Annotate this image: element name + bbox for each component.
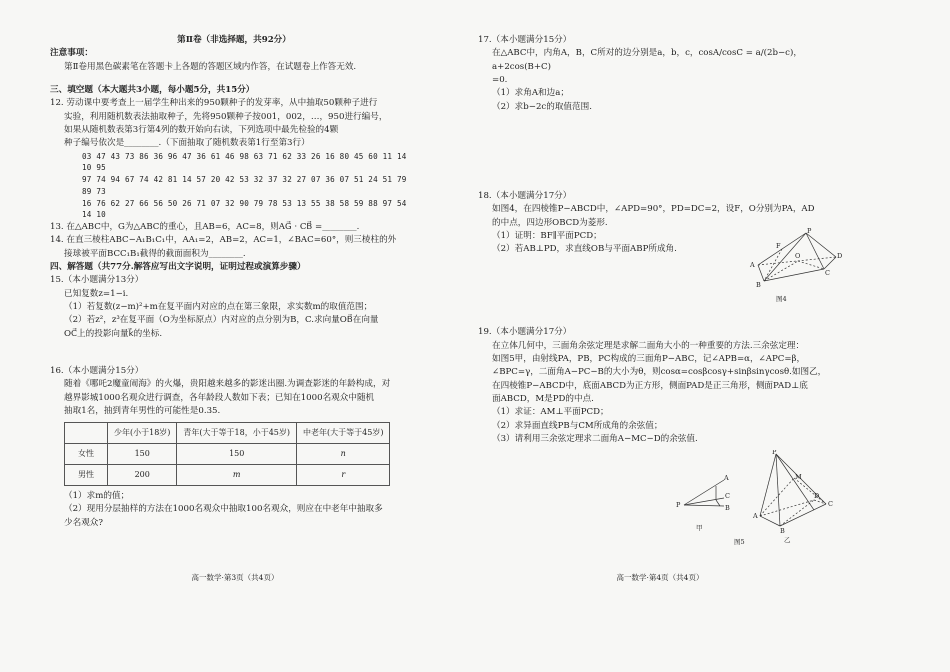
q19-line: （3）请利用三余弦定理求二面角A−MC−D的余弦值.	[492, 433, 698, 444]
yi-label-c: C	[828, 500, 833, 508]
label-c: C	[825, 269, 830, 277]
table-cell: m	[177, 465, 297, 486]
q19-line: 如图5甲，由射线PA，PB，PC构成的三面角P−ABC，记∠APB=α，∠APC=β，	[492, 354, 806, 365]
jia-label-a: A	[724, 474, 729, 482]
label-f: F	[776, 242, 781, 250]
question-12	[50, 97, 418, 221]
random-number-row: 97 74 94 67 74 42 81 14 57 20 42 53 32 37 32 27 07 36 07 51 24 51 79 89 73	[82, 175, 407, 196]
table-cell: r	[297, 465, 390, 486]
q19-line: 在四棱锥P−ABCD中，底面ABCD为正方形，侧面PAD是正三角形，侧面PAD⊥底	[492, 380, 808, 391]
figure-5	[676, 450, 846, 546]
pyramid-diagram	[748, 227, 844, 307]
q17-line: 17.（本小题满分15分）	[478, 35, 572, 45]
volume-title: 第Ⅱ卷（非选择题，共92分）	[177, 35, 291, 45]
q16-line: 抽取1名，抽到青年男性的可能性是0.35.	[64, 405, 221, 416]
table-row	[65, 444, 390, 465]
table-header: 青年(大于等于18，小于45岁)	[177, 423, 297, 444]
q12-line: 实验，利用随机数表法抽取种子，先将950颗种子按001，002，…，950进行编号，	[64, 111, 388, 122]
figure-5-jia: 甲	[696, 524, 703, 532]
audience-table	[64, 422, 390, 486]
q17-line: 在△ABC中，内角A，B，C所对的边分别是a，b，c，cosA/cosC = a/(2b−c)，a+2cos(B+C)	[492, 48, 802, 72]
question-16	[50, 365, 418, 530]
q19-line: 在立体几何中，三面角余弦定理是求解二面角大小的一种重要的方法.三余弦定理：	[492, 340, 805, 351]
table-header: 少年(小于18岁)	[108, 423, 177, 444]
q19-line: （1）求证：AM⊥平面PCD；	[492, 407, 609, 418]
table-cell: 女性	[65, 444, 108, 465]
random-number-row: 03 47 43 73 86 36 96 47 36 61 46 98 63 71 62 33 26 16 80 45 60 11 14 10 95	[82, 151, 407, 173]
question-14	[50, 234, 418, 261]
question-13: 13. 在△ABC中，G为△ABC的重心，且AB=6，AC=8，则AG⃗ · CB⃗ =________.	[50, 222, 360, 233]
label-b: B	[756, 281, 761, 289]
q19-line: 面ABCD，M是PD的中点.	[492, 394, 594, 404]
label-p: P	[807, 227, 812, 235]
yi-label-a: A	[753, 512, 758, 520]
figure-4	[748, 227, 844, 307]
question-15	[50, 274, 418, 341]
q17-line: =0.	[492, 74, 508, 85]
q12-line: 如果从随机数表第3行第4列的数开始向右读，下列选项中最先检验的4颗	[64, 124, 339, 135]
table-cell: 150	[108, 444, 177, 465]
label-o: O	[795, 252, 801, 260]
q18-line: （1）证明：BF∥平面PCD；	[492, 230, 602, 241]
table-cell: n	[297, 444, 390, 465]
yi-label-b: B	[780, 527, 785, 535]
q16-line: 少名观众?	[64, 517, 103, 528]
q16-line: 随着《哪吒2魔童闹海》的火爆，贵阳越来越多的影迷出圈.为调查影迷的年龄构成，对	[64, 379, 391, 390]
jia-label-p: P	[676, 501, 681, 509]
q18-line: 18.（本小题满分17分）	[478, 190, 572, 201]
label-a: A	[750, 261, 755, 269]
jia-label-c: C	[725, 492, 730, 500]
q19-line: ∠BPC=γ，二面角A−PC−B的大小为θ，则cosα=cosβcosγ+sinβsinγcosθ.如图乙，	[492, 367, 827, 378]
q15-line: （2）若z²，z³在复平面（O为坐标原点）内对应的点分别为B，C.求向量OB⃗在向量	[64, 315, 379, 326]
q16-line: （1）求m的值；	[64, 491, 130, 502]
label-d: D	[837, 252, 843, 260]
q14-line: 14. 在直三棱柱ABC−A₁B₁C₁中，AA₁=2，AB=2，AC=1，∠BAC=60°，则三棱柱的外	[50, 235, 397, 246]
page-4-footer: 高一数学·第4页（共4页）	[616, 573, 704, 582]
notice-heading: 注意事项：	[50, 48, 93, 59]
table-header	[65, 423, 108, 444]
page-3-column	[50, 34, 418, 530]
table-header-row	[65, 423, 390, 444]
q16-line: 16.（本小题满分15分）	[50, 365, 144, 376]
q14-line: 接球被平面BCC₁B₁截得的截面面积为________.	[64, 248, 246, 259]
table-row	[65, 465, 390, 486]
q12-line: 种子编号依次是________.（下面抽取了随机数表第1行至第3行）	[64, 138, 310, 149]
q12-line: 12. 劳动课中要考查上一届学生种出来的950颗种子的发芽率，从中抽取50颗种子进行	[50, 98, 378, 109]
q18-line: 如图4，在四棱锥P−ABCD中，∠APD=90°，PD=DC=2，设F，O分别为PA，AD	[492, 204, 815, 215]
figure-5-yi: 乙	[784, 536, 791, 544]
yi-label-p: P	[772, 450, 777, 456]
section-4-heading: 四、解答题（共77分.解答应写出文字说明，证明过程或演算步骤）	[50, 262, 306, 273]
q18-line: 的中点，四边形OBCD为菱形.	[492, 217, 608, 228]
page-3-footer: 高一数学·第3页（共4页）	[191, 573, 279, 582]
section-3-heading: 三、填空题（本大题共3小题，每小题5分，共15分）	[50, 84, 255, 95]
table-cell: 150	[177, 444, 297, 465]
q16-line: 越界影城1000名观众进行调查，各年龄段人数如下表；已知在1000名观众中随机	[64, 392, 375, 403]
question-18	[478, 190, 815, 257]
trihedral-diagrams	[676, 450, 846, 546]
random-number-row: 16 76 62 27 66 56 50 26 71 07 32 90 79 78 53 13 55 38 58 59 88 97 54 14 10	[82, 198, 407, 220]
q15-line: 15.（本小题满分13分）	[50, 275, 144, 286]
q18-line: （2）若AB⊥PD，求直线OB与平面ABP所成角.	[492, 244, 677, 255]
yi-label-m: M	[795, 473, 802, 481]
q19-line: 19.（本小题满分17分）	[478, 327, 572, 338]
q16-line: （2）现用分层抽样的方法在1000名观众中抽取100名观众，则应在中老年中抽取多	[64, 504, 383, 515]
jia-label-b: B	[725, 504, 730, 512]
yi-label-d: D	[814, 492, 820, 500]
figure-4-caption: 图4	[776, 295, 787, 303]
table-cell: 男性	[65, 465, 108, 486]
question-17	[478, 34, 846, 114]
q15-line: OC⃗上的投影向量k⃗的坐标.	[64, 328, 163, 339]
q17-line: （2）求b−2c的取值范围.	[492, 101, 592, 112]
q19-line: （2）求异面直线PB与CM所成角的余弦值；	[492, 420, 663, 431]
table-header: 中老年(大于等于45岁)	[297, 423, 390, 444]
q15-line: （1）若复数(z−m)²+m在复平面内对应的点在第三象限，求实数m的取值范围；	[64, 301, 373, 312]
figure-5-caption: 图5	[734, 538, 745, 546]
notice-body: 第Ⅱ卷用黑色碳素笔在答题卡上各题的答题区域内作答，在试题卷上作答无效.	[64, 61, 357, 72]
table-cell: 200	[108, 465, 177, 486]
question-19	[478, 326, 846, 446]
q17-line: （1）求角A和边a；	[492, 88, 569, 99]
q15-line: 已知复数z=1−i.	[64, 288, 129, 299]
